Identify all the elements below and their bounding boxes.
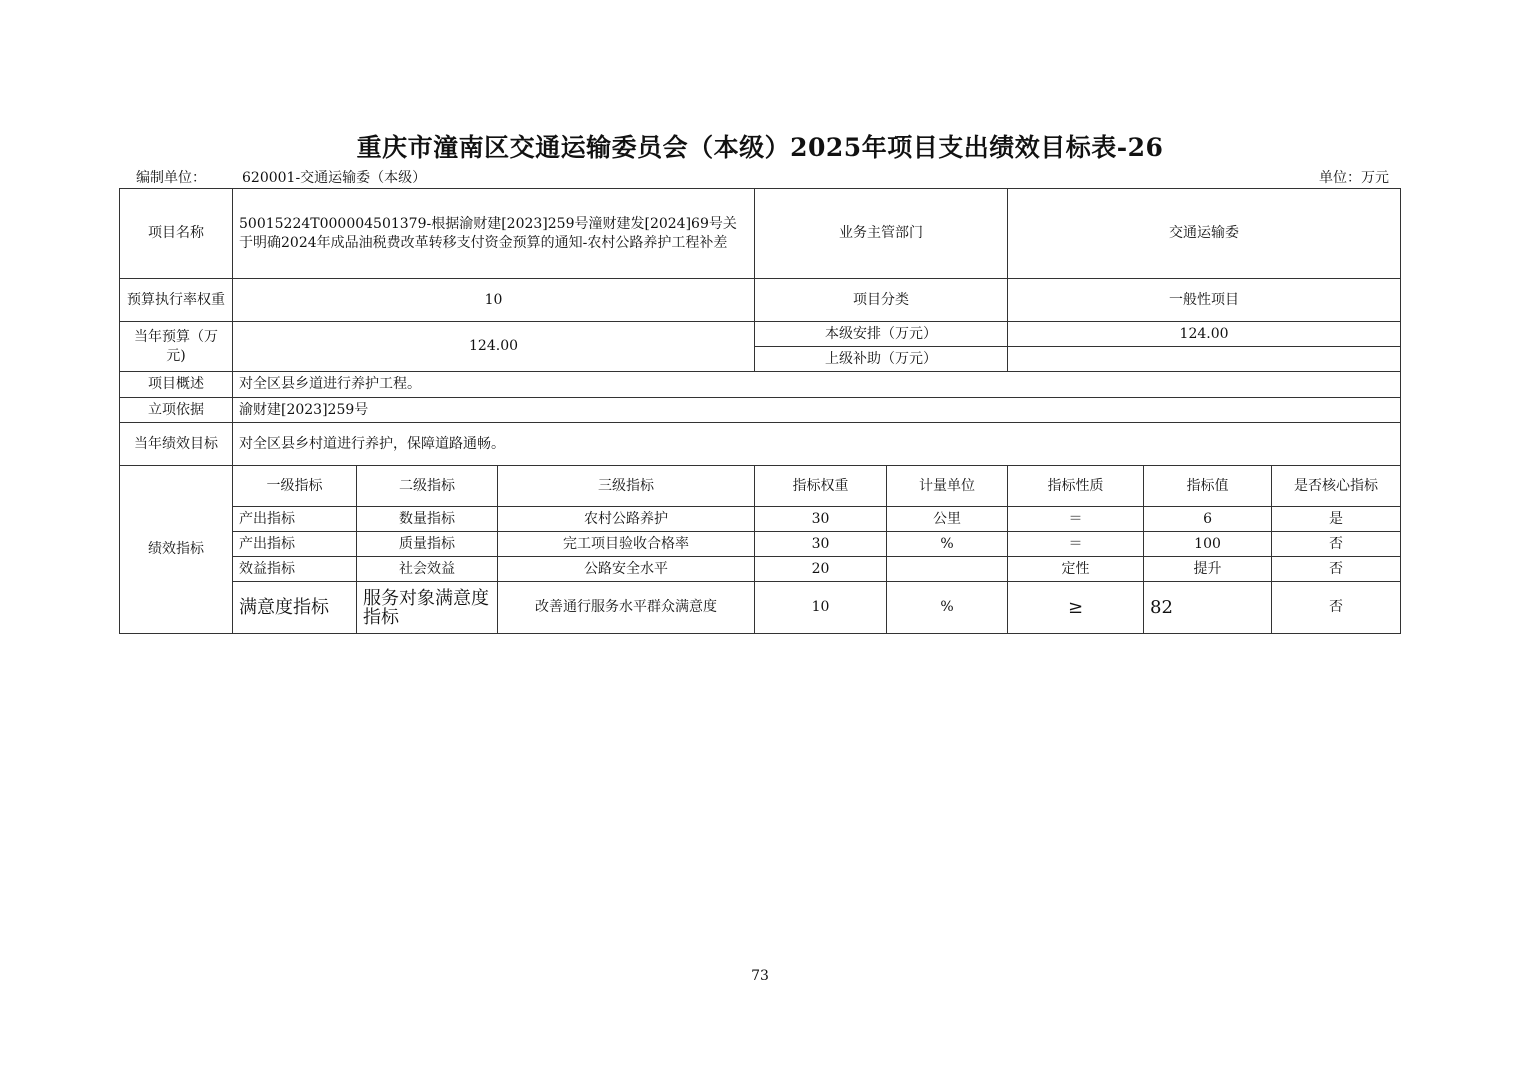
table-row	[120, 532, 1401, 557]
row-nature: ＝	[1008, 507, 1144, 532]
org-label: 编制单位：	[136, 170, 206, 186]
header-core: 是否核心指标	[1272, 466, 1401, 507]
goal-label: 当年绩效目标	[120, 423, 233, 466]
budget-row	[120, 322, 1401, 347]
exec-rate-label: 预算执行率权重	[120, 279, 233, 322]
header-unit: 计量单位	[887, 466, 1008, 507]
row-level2: 社会效益	[357, 557, 498, 582]
local-label: 本级安排（万元）	[755, 322, 1008, 347]
row-unit: 公里	[887, 507, 1008, 532]
table-row	[120, 557, 1401, 582]
row-level1: 产出指标	[233, 507, 357, 532]
project-name-label: 项目名称	[120, 189, 233, 279]
overview-label: 项目概述	[120, 372, 233, 398]
dept-value: 交通运输委	[1008, 189, 1401, 279]
row-weight: 10	[755, 582, 887, 634]
row-level3: 公路安全水平	[498, 557, 755, 582]
header-nature: 指标性质	[1008, 466, 1144, 507]
dept-label: 业务主管部门	[755, 189, 1008, 279]
header-level1: 一级指标	[233, 466, 357, 507]
project-name-row	[120, 189, 1401, 279]
row-nature: ≥	[1008, 582, 1144, 634]
row-core: 否	[1272, 557, 1401, 582]
row-level1: 效益指标	[233, 557, 357, 582]
indicators-section-label: 绩效指标	[120, 466, 233, 634]
exec-rate-row	[120, 279, 1401, 322]
header-level3: 三级指标	[498, 466, 755, 507]
indicator-header-row	[120, 466, 1401, 507]
performance-target-table	[119, 188, 1401, 634]
row-weight: 20	[755, 557, 887, 582]
table-row	[120, 507, 1401, 532]
row-level2: 质量指标	[357, 532, 498, 557]
budget-value: 124.00	[233, 322, 755, 372]
basis-value: 渝财建[2023]259号	[233, 398, 1401, 423]
subsidy-label: 上级补助（万元）	[755, 347, 1008, 372]
row-level3: 完工项目验收合格率	[498, 532, 755, 557]
row-value: 6	[1144, 507, 1272, 532]
subsidy-value	[1008, 347, 1401, 372]
row-level3: 改善通行服务水平群众满意度	[498, 582, 755, 634]
page-number: 73	[751, 968, 769, 984]
row-weight: 30	[755, 507, 887, 532]
header-level2: 二级指标	[357, 466, 498, 507]
unit-label: 单位：万元	[1319, 170, 1389, 186]
row-core: 否	[1272, 582, 1401, 634]
row-unit: %	[887, 532, 1008, 557]
row-nature: 定性	[1008, 557, 1144, 582]
row-level1: 产出指标	[233, 532, 357, 557]
row-value: 100	[1144, 532, 1272, 557]
row-level1: 满意度指标	[233, 582, 357, 634]
row-level2: 数量指标	[357, 507, 498, 532]
row-core: 否	[1272, 532, 1401, 557]
org-value: 620001-交通运输委（本级）	[242, 170, 427, 186]
local-value: 124.00	[1008, 322, 1401, 347]
category-value: 一般性项目	[1008, 279, 1401, 322]
row-level2: 服务对象满意度指标	[357, 582, 498, 634]
header-value: 指标值	[1144, 466, 1272, 507]
basis-row	[120, 398, 1401, 423]
row-weight: 30	[755, 532, 887, 557]
page-title: 重庆市潼南区交通运输委员会（本级）2025年项目支出绩效目标表-26	[356, 133, 1164, 162]
row-nature: ＝	[1008, 532, 1144, 557]
overview-value: 对全区县乡道进行养护工程。	[233, 372, 1401, 398]
category-label: 项目分类	[755, 279, 1008, 322]
goal-value: 对全区县乡村道进行养护，保障道路通畅。	[233, 423, 1401, 466]
row-core: 是	[1272, 507, 1401, 532]
row-level3: 农村公路养护	[498, 507, 755, 532]
row-value: 提升	[1144, 557, 1272, 582]
overview-row	[120, 372, 1401, 398]
table-row	[120, 582, 1401, 634]
project-name-value: 50015224T000004501379-根据渝财建[2023]259号潼财建发[2024]69号关于明确2024年成品油税费改革转移支付资金预算的通知-农村公路养护工程补差	[233, 189, 755, 279]
exec-rate-value: 10	[233, 279, 755, 322]
goal-row	[120, 423, 1401, 466]
row-unit: %	[887, 582, 1008, 634]
budget-label: 当年预算（万元)	[120, 322, 233, 372]
row-value: 82	[1144, 582, 1272, 634]
basis-label: 立项依据	[120, 398, 233, 423]
header-weight: 指标权重	[755, 466, 887, 507]
row-unit	[887, 557, 1008, 582]
